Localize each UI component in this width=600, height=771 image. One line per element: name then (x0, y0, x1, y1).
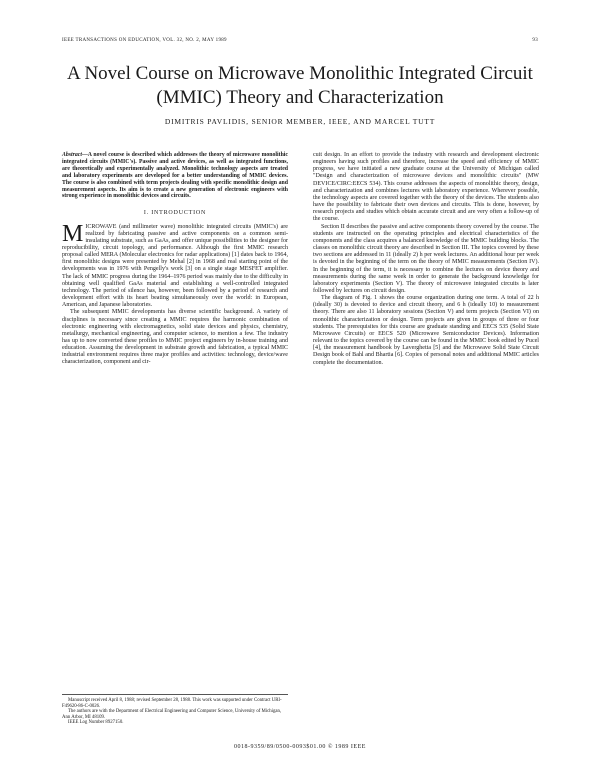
abstract (62, 152, 288, 200)
left-column (62, 152, 288, 367)
intro-paragraph-1 (62, 220, 288, 310)
paper-title: A Novel Course on Microwave Monolithic Integrated Circuit (MMIC) Theory and Characterization (67, 63, 533, 108)
author-line: DIMITRIS PAVLIDIS, SENIOR MEMBER, IEEE, AND MARCEL TUTT (164, 117, 436, 126)
footnote-log-number: IEEE Log Number 8927150. (68, 720, 124, 726)
right-paragraph-1: cuit design. In an effort to provide the industry with research and development electronic engineers having such profiles and therefore, increase the speed and efficiency of MMIC progress, we have initiated a new graduate course at the University of Michigan called "Design and characterization of microwave devices and monolithic circuits" (MW DEVICE/CIRC:EECS 534). This course addresses the aspects of monolithic theory, design, and characterization and combines lectures with laboratory experience. Wherever possible, the technology aspects are covered together with the theory of the devices. The students also have the possibility to fabricate their own devices and circuits. This is done, however, by research projects and studies which obtain accurate circuit and are very often a follow-up of the course. (313, 152, 539, 223)
footnote-affiliation: The authors are with the Department of Electrical Engineering and Computer Science, University of Michigan, Ann Arbor, MI 48109. (62, 709, 282, 720)
abstract-text: —A novel course is described which addresses the theory of microwave monolithic integrated circuits (MMIC's). Passive and active devices, as well as integrated functions, are theoretically and experimentally analyzed. Monolithic technology aspects are treated and laboratory experiments are developed for a better understanding of MMIC devices. The course is also combined with term projects dealing with specific monolithic design and measurement aspects. Its aim is to create a new generation of electronic engineers with strong experience in monolithic devices and circuits. (62, 152, 288, 200)
intro-paragraph-2: The subsequent MMIC developments has diverse scientific background. A variety of disciplines is necessary since creating a MMIC requires the harmonic combination of electronic engineering with electromagnetics, solid state devices and physics, chemistry, metallurgy, mechanical engineering, and computer science, to mention a few. The industry has up to now converted these profiles to MMIC project engineers by in-house training and education. Assuming the development in substrate growth and fabrication, a typical MMIC industrial environment requires three major profiles and activities: technology, device/wave characterization, component and cir- (62, 309, 288, 366)
intro-paragraph-1-text: ICROWAVE (and millimeter wave) monolithic integrated circuits (MMIC's) are realized by fabricating passive and active components on a common semi-insulating substrate, such as GaAs, and offer unique possibilities to the designer for reproducibility, circuit topology, and performance. Although the first MMIC research proposal called MERA (Molecular electronics for radar applications) [1] dates back to 1964, first monolithic designs were presented by Mehal [2] in 1968 and real starting point of the developments was in 1976 with Pengelly's work [3] on a single stage MESFET amplifier. The lack of MMIC progress during the 1964–1976 period was mainly due to the difficulty in obtaining well qualified GaAs material and establishing a well-controlled integrated technology. The period of silence has, however, been followed by a period of research and development effort with its heart beating simultaneously over the world: in European, American, and Japanese laboratories. (62, 223, 288, 309)
journal-line: IEEE TRANSACTIONS ON EDUCATION, VOL. 32, NO. 2, MAY 1989 (62, 38, 227, 43)
footnote-manuscript: Manuscript received April 8, 1988; revised September 28, 1988. This work was supported under Contract URI-F49620-86-C-0026. (62, 698, 282, 709)
right-paragraph-2: Section II describes the passive and active components theory covered by the course. The students are instructed on the operating principles and electrical characteristics of the components and the class acquires a balanced knowledge of the MMIC building blocks. The classes on monolithic circuit theory are described in Section III. The topics covered by these two sections are addressed in 11 (ideally 2) h per week lectures. An additional hour per week is devoted in the beginning of the term on the theory of MMIC measurements (Section IV). In the beginning of the term, it is necessary to combine the lectures on device theory and measurements during the same week in order to generate the background knowledge for laboratory experiments (Section V). The theory of microwave integrated circuits is later followed by lectures on circuit design. (313, 223, 539, 294)
right-column (313, 152, 539, 367)
drop-cap: M (62, 220, 84, 247)
copyright-line: 0018-9359/89/0500-0093$01.00 © 1989 IEEE (234, 744, 366, 750)
footnote (62, 694, 288, 726)
abstract-lead: Abstract (62, 152, 82, 158)
right-paragraph-3: The diagram of Fig. 1 shows the course organization during one term. A total of 22 h (ideally 30) is devoted to device and circuit theory, and 6 h (ideally 10) to measurement theory. There are also 11 laboratory sessions (Section V) and term projects (Section VI) on monolithic characterization or design. Term projects are given in groups of three or four students. The prerequisites for this course are graduate standing and EECS 535 (Solid State Microwave Circuits) or EECS 520 (Microwave Semiconductor Devices). Information relevant to the topics covered by the course can be found in the MMIC book edited by Pucel [4], the measurement handbook by Laverghetta [5] and the Microwave Solid State Circuit Design book of Bahl and Bhartia [6]. Copies of personal notes and additional MMIC articles complete the documentation. (313, 295, 539, 366)
section-heading-introduction: I. INTRODUCTION (143, 210, 207, 217)
page-number: 93 (532, 38, 538, 43)
running-header (62, 38, 538, 43)
